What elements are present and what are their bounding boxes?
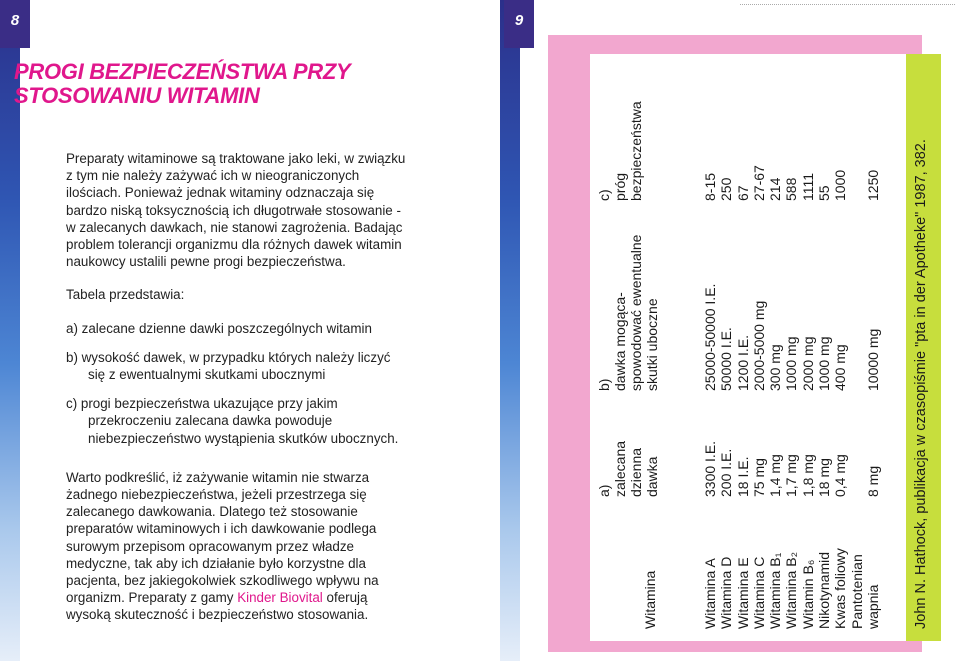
cell-b: 50000 I.E. — [718, 327, 735, 391]
page-number-left: 8 — [0, 0, 30, 48]
cell-a: 18 I.E. — [734, 456, 751, 497]
cell-vitamin: Kwas foliowy — [832, 548, 849, 629]
cell-vitamin: Witamina B₁ — [767, 552, 784, 629]
cell-c: 8-15 — [702, 172, 718, 201]
cell-c: 1000 — [832, 169, 849, 201]
cell-a: 75 mg — [750, 458, 767, 497]
vitamin-table-rotated — [590, 54, 940, 641]
table-row — [735, 54, 751, 641]
cell-a: 18 mg — [816, 458, 833, 497]
table-row — [832, 54, 848, 641]
brand-name: Kinder Biovital — [237, 590, 323, 606]
cell-b: 2000-5000 mg — [750, 300, 767, 391]
table-intro: Tabela przedstawia: — [66, 287, 185, 303]
vitamin-table — [590, 54, 940, 641]
cell-b: 1000 mg — [816, 336, 833, 391]
header-c: c) próg bezpieczeństwa — [596, 101, 644, 201]
header-a: a) zalecana dzienna dawka — [596, 440, 660, 497]
cell-b: 400 mg — [832, 344, 849, 391]
table-row — [816, 54, 832, 641]
intro-paragraph: Preparaty witaminowe są traktowane jako leki, w związku z tym nie należy zażywać ich w nieograniczonych ilościach. Ponieważ jednak witaminy odznaczaja się bardzo niską toksycznością ich długotrwałe stosowanie - w zalecanych dawkach, nie stanowi zagrożenia. Badając problem tolerancji organizmu dla różnych dawek witamin naukowcy ustalili pewne progi bezpieczeństwa. — [66, 151, 406, 270]
cell-c: 588 — [783, 177, 800, 201]
cell-c: 67 — [734, 185, 751, 201]
table-row — [783, 54, 799, 641]
cell-vitamin: Witamina C — [750, 556, 767, 629]
table-row — [865, 54, 881, 641]
cell-b: 2000 mg — [799, 336, 816, 391]
cell-vitamin: Witamin B₆ — [799, 559, 816, 629]
table-row — [702, 54, 718, 641]
cell-vitamin: Pantotenian — [848, 554, 865, 629]
cell-a: 1,4 mg — [767, 454, 784, 497]
body-text — [66, 150, 411, 640]
cell-vitamin: Nikotynamid — [816, 551, 833, 629]
list-item-a: a) zalecane dzienne dawki poszczególnych witamin — [66, 320, 372, 336]
cell-c: 1250 — [864, 169, 881, 201]
page-title: PROGI BEZPIECZEŃSTWA PRZY STOSOWANIU WITAMIN — [14, 59, 350, 108]
cell-c: 55 — [816, 185, 833, 201]
page-number-right: 9 — [504, 0, 534, 48]
table-row — [751, 54, 767, 641]
list-item-b: b) wysokość dawek, w przypadku których należy liczyć się z ewentualnymi skutkami ubocznymi — [66, 349, 391, 383]
cell-c: 27-67 — [750, 165, 767, 201]
cell-vitamin: wapnia — [864, 584, 881, 629]
cell-b: 10000 mg — [864, 328, 881, 391]
cell-c: 250 — [718, 177, 735, 201]
closing-text-end: oferują wysoką skuteczność i bezpieczeństwo stosowania. — [66, 590, 369, 623]
cell-b: 1200 I.E. — [734, 334, 751, 391]
right-blue-bar — [500, 0, 520, 661]
cell-vitamin: Witamina A — [702, 558, 718, 629]
cell-a: 0,4 mg — [832, 454, 849, 497]
table-row — [767, 54, 783, 641]
header-vitamin: Witamina — [642, 570, 658, 629]
list-item-c: c) progi bezpieczeństwa ukazujące przy jakim przekroczeniu zalecana dawka powoduje niebezpieczeństwo wystąpienia skutków ubocznych. — [66, 396, 399, 446]
cell-b: 300 mg — [767, 344, 784, 391]
cell-a: 3300 I.E. — [702, 440, 718, 497]
table-row — [800, 54, 816, 641]
table-row — [849, 54, 865, 641]
cell-b: 1000 mg — [783, 336, 800, 391]
source-note: John N. Hathock, publikacja w czasopiśmie "pta in der Apotheke" 1987, 382. — [913, 139, 929, 629]
cell-c: 1111 — [799, 172, 816, 201]
cell-a: 1,8 mg — [799, 454, 816, 497]
cell-vitamin: Witamina B₂ — [783, 551, 800, 629]
cell-vitamin: Witamina D — [718, 556, 735, 629]
cell-c: 214 — [767, 177, 784, 201]
cell-a: 1,7 mg — [783, 454, 800, 497]
closing-paragraph — [66, 469, 411, 624]
table-row — [718, 54, 734, 641]
table-rows — [702, 54, 881, 641]
header-b: b) dawka mogąca- spowodować ewentualne skutki uboczne — [596, 234, 660, 391]
closing-text: Warto podkreślić, iż zażywanie witamin nie stwarza żadnego niebezpieczeństwa, jeżeli przestrzega się zalecanego dawkowania. Dlatego też stosowanie preparatów witaminowych i ich dawkowanie podlega surowym przepisom opracowanym przez władze medyczne, tak aby ich działanie było korzystne dla pacjenta, bez jakiegokolwiek szkodliwego wpływu na organizm. Preparaty z gamy — [66, 469, 379, 606]
cell-vitamin: Witamina E — [734, 557, 751, 629]
top-rule — [740, 4, 955, 5]
cell-b: 25000-50000 I.E. — [702, 283, 718, 391]
cell-a: 8 mg — [864, 465, 881, 497]
cell-a: 200 I.E. — [718, 448, 735, 497]
